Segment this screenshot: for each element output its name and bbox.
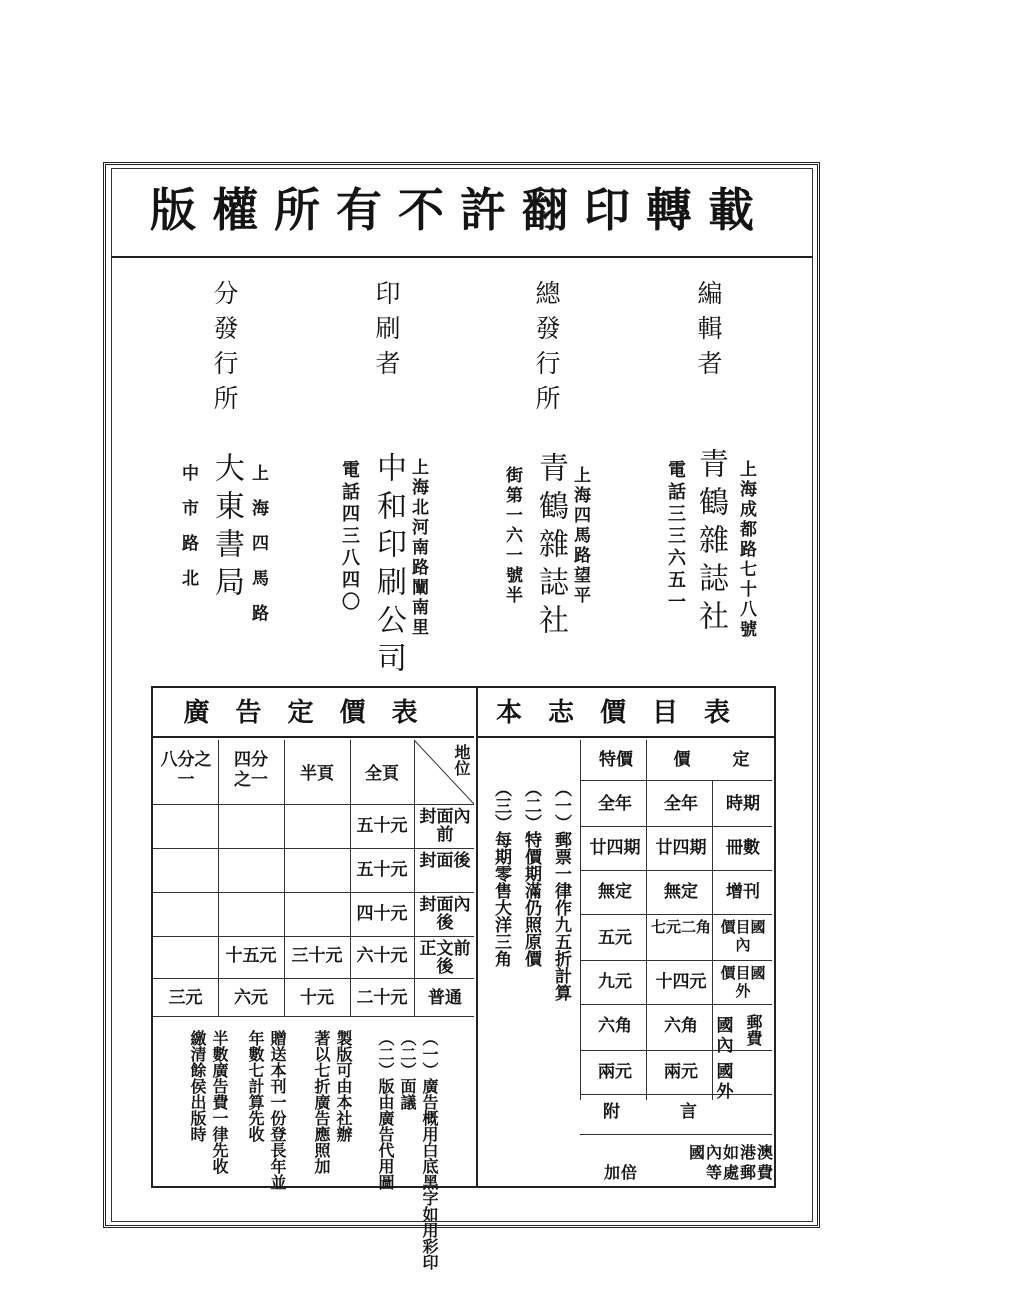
ad-row-position: 封面內前 (419, 807, 471, 845)
ad-table-title: 廣告定價表 (183, 698, 444, 728)
branch-name: 大東書局 (209, 452, 244, 604)
price-row-label: 時期 (726, 794, 760, 814)
price-table-title: 本志價目表 (495, 698, 756, 728)
price-row-special: 九元 (598, 972, 632, 992)
ad-head-position: 地位 (452, 744, 471, 776)
price-row-value: 全年 (664, 794, 698, 814)
ad-note: （二）面議 (398, 1030, 417, 1110)
price-row-special: 兩元 (598, 1062, 632, 1082)
page-title: 版權所有不許翻印轉載 (150, 183, 770, 237)
tables-divider (476, 686, 478, 1188)
price-row-value: 七元二角 (650, 918, 711, 936)
footer-note-line: 等處郵費 (705, 1163, 774, 1182)
price-row-line (580, 1050, 772, 1051)
distributor-address-2: 街第一六一號半 (502, 466, 522, 606)
ad-note: 著以七折廣告應照加 (312, 1030, 331, 1174)
branch-address-2: 中市路北 (178, 464, 198, 604)
editor-label: 編輯者 (694, 280, 723, 385)
distributor-address: 上海四馬路望平 (570, 466, 590, 606)
ad-head-full: 全頁 (365, 764, 399, 784)
price-row-value: 廿四期 (655, 838, 707, 858)
ad-row-quarter: 六元 (234, 988, 268, 1008)
ad-row-eighth: 三元 (168, 988, 203, 1008)
price-row-line (580, 870, 772, 871)
price-row-label: 價目國外 (720, 964, 766, 1000)
price-row-value: 兩元 (664, 1062, 698, 1082)
ad-row-position: 普通 (428, 988, 462, 1008)
price-row-line (580, 780, 772, 781)
ad-note: 繳清餘侯出版時 (188, 1030, 207, 1142)
price-col-line-2 (646, 740, 647, 1100)
footer-note-line: 國內如港澳 (688, 1143, 774, 1162)
price-row-label: 增刊 (726, 882, 760, 902)
ad-col-line (218, 740, 219, 1016)
price-row-line (580, 914, 772, 915)
price-row-line (580, 826, 772, 827)
price-row-special: 無定 (598, 882, 632, 902)
ad-row-line (153, 848, 474, 849)
ad-row-full: 五十元 (356, 816, 408, 836)
ad-note: 贈送本刊一份登長年並 (268, 1030, 287, 1190)
price-row-line (580, 1094, 772, 1095)
ad-row-half: 三十元 (291, 946, 343, 966)
ad-row-position: 封面後 (419, 851, 471, 871)
price-head-special: 特價 (599, 750, 633, 770)
price-row-line (580, 1004, 772, 1005)
distributor-label: 總發行所 (532, 280, 561, 420)
price-row-label: 價目國內 (720, 918, 766, 954)
ad-row-line (153, 892, 474, 893)
price-row-special: 六角 (598, 1016, 632, 1036)
price-row-line (580, 1134, 772, 1135)
price-head-jia: 價 (673, 750, 691, 770)
printer-label: 印刷者 (372, 280, 401, 385)
ad-note: （一）廣告概用白底黑字如用彩印 (420, 1030, 439, 1270)
price-note: （一）郵票一律作九五折計算 (551, 780, 571, 1001)
ad-row-position: 正文前後 (419, 939, 471, 977)
price-head-ding: 定 (732, 750, 750, 770)
price-row-value: 六角 (664, 1016, 698, 1036)
printer-address: 上海北河南路闡南里 (408, 458, 428, 638)
ad-row-position: 封面內後 (419, 895, 471, 933)
price-row-value: 十四元 (655, 972, 707, 992)
price-row-value: 無定 (664, 882, 698, 902)
editor-name: 青鶴雜誌社 (693, 448, 728, 638)
branch-address: 上海四馬路 (248, 464, 268, 639)
price-row-label: 國外 (716, 1062, 734, 1102)
ad-row-line (153, 1016, 474, 1017)
ad-row-full: 四十元 (356, 904, 408, 924)
ad-row-full: 二十元 (356, 988, 408, 1008)
printer-name: 中和印刷公司 (371, 452, 406, 680)
ad-head-quarter: 四分之一 (234, 750, 268, 790)
distributor-name: 青鶴雜誌社 (533, 452, 568, 642)
price-note: （三）每期零售大洋三角 (491, 780, 511, 967)
ad-row-full: 五十元 (356, 860, 408, 880)
price-row-line (580, 960, 772, 961)
ad-head-half: 半頁 (300, 764, 334, 784)
ad-note: 製版可由本社辦 (334, 1030, 353, 1142)
editor-address: 上海成都路七十八號 (736, 460, 756, 640)
price-row-label: 國內 (716, 1016, 734, 1056)
branch-label: 分發行所 (210, 280, 239, 420)
title-divider (111, 256, 813, 258)
price-row-label: 冊數 (726, 838, 760, 858)
price-row-special: 五元 (598, 928, 632, 948)
ad-note: （二）版由廣告代用圖 (376, 1030, 395, 1190)
ad-title-rule (153, 736, 474, 738)
footer-note-line: 加倍 (604, 1163, 639, 1182)
ad-note: 年數七計算先收 (246, 1030, 265, 1142)
postage-label: 郵費 (744, 1014, 763, 1046)
ad-head-eighth: 八分之一 (160, 750, 212, 790)
price-row-special: 廿四期 (589, 838, 641, 858)
price-row-special: 全年 (598, 794, 632, 814)
ad-row-half: 十元 (300, 988, 334, 1008)
ad-row-full: 六十元 (356, 946, 408, 966)
price-col-line-1 (580, 740, 581, 1100)
ad-row-quarter: 十五元 (225, 946, 277, 966)
ad-note: 半數廣告費一律先收 (210, 1030, 229, 1174)
editor-phone: 電話三三六五一 (665, 460, 686, 614)
price-title-rule (478, 736, 774, 738)
price-note: （二）特價期滿仍照原價 (521, 780, 541, 967)
printer-phone: 電話四三八四〇 (339, 460, 360, 614)
footer-label: 附言 (603, 1102, 757, 1122)
ad-row-line (153, 978, 474, 979)
ad-row-line (153, 804, 474, 805)
ad-row-line (153, 936, 474, 937)
